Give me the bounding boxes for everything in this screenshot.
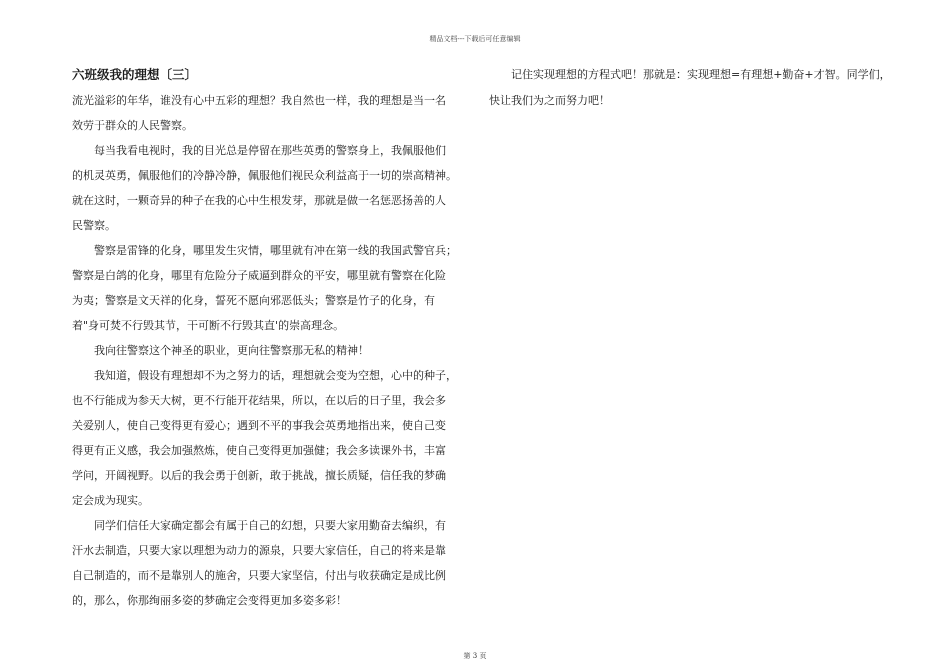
text-line: 汗水去制造，只要大家以理想为动力的源泉，只要大家信任，自己的将来是靠 (72, 544, 446, 557)
text-line: 定会成为现实。 (72, 494, 149, 507)
text-line: 效劳于群众的人民警察。 (72, 119, 193, 132)
text-line: 也不行能成为参天大树，更不行能开花结果，所以，在以后的日子里，我会多 (72, 394, 446, 407)
page-number: 第 3 页 (463, 652, 487, 660)
text-line: 自己制造的，而不是靠别人的施舍，只要大家坚信，付出与收获确定是成比例 (72, 569, 446, 582)
page-header: 精品文档---下载后可任意编辑 (429, 35, 521, 43)
text-line: 警察是白鸽的化身，哪里有危险分子威逼到群众的平安，哪里就有警察在化险 (72, 269, 446, 282)
document-title: 六班级我的理想〔三〕 (72, 67, 198, 82)
text-line: 我知道，假设有理想却不为之努力的话，理想就会变为空想，心中的种子， (94, 369, 457, 382)
right-text-block (489, 66, 889, 118)
text-line: 就在这时，一颗奇异的种子在我的心中生根发芽，那就是做一名惩恶扬善的人 (72, 194, 446, 207)
text-line: 流光溢彩的年华，谁没有心中五彩的理想？我自然也一样，我的理想是当一名 (72, 94, 446, 107)
right-column (489, 66, 889, 118)
text-line: 着"身可焚不行毁其节，干可断不行毁其直'的崇高理念。 (72, 319, 345, 332)
text-line: 记住实现理想的方程式吧！那就是：实现理想=有理想+勤奋+才智。同学们， (511, 68, 891, 81)
left-text-block (72, 88, 464, 613)
text-line: 民警察。 (72, 219, 116, 232)
left-column (72, 66, 464, 613)
text-line: 关爱别人，使自己变得更有爱心；遇到不平的事我会英勇地指出来，使自己变 (72, 419, 446, 432)
text-line: 的机灵英勇，佩服他们的冷静冷静，佩服他们视民众利益高于一切的崇高精神。 (72, 169, 457, 182)
text-line: 的，那么，你那绚丽多姿的梦确定会变得更加多姿多彩！ (72, 594, 347, 607)
text-line: 学问，开阔视野。以后的我会勇于创新，敢于挑战，擅长质疑，信任我的梦确 (72, 469, 446, 482)
text-line: 为夷；警察是文天祥的化身，誓死不愿向邪恶低头；警察是竹子的化身，有 (72, 294, 435, 307)
text-line: 警察是雷锋的化身，哪里发生灾情，哪里就有冲在第一线的我国武警官兵； (94, 244, 457, 257)
text-line: 快让我们为之而努力吧！ (489, 94, 610, 107)
text-line: 得更有正义感，我会加强熬炼，使自己变得更加强健；我会多读课外书，丰富 (72, 444, 446, 457)
text-line: 我向往警察这个神圣的职业，更向往警察那无私的精神！ (94, 344, 369, 357)
text-line: 每当我看电视时，我的目光总是停留在那些英勇的警察身上，我佩服他们 (94, 144, 446, 157)
text-line: 同学们信任大家确定都会有属于自己的幻想，只要大家用勤奋去编织，有 (94, 519, 446, 532)
